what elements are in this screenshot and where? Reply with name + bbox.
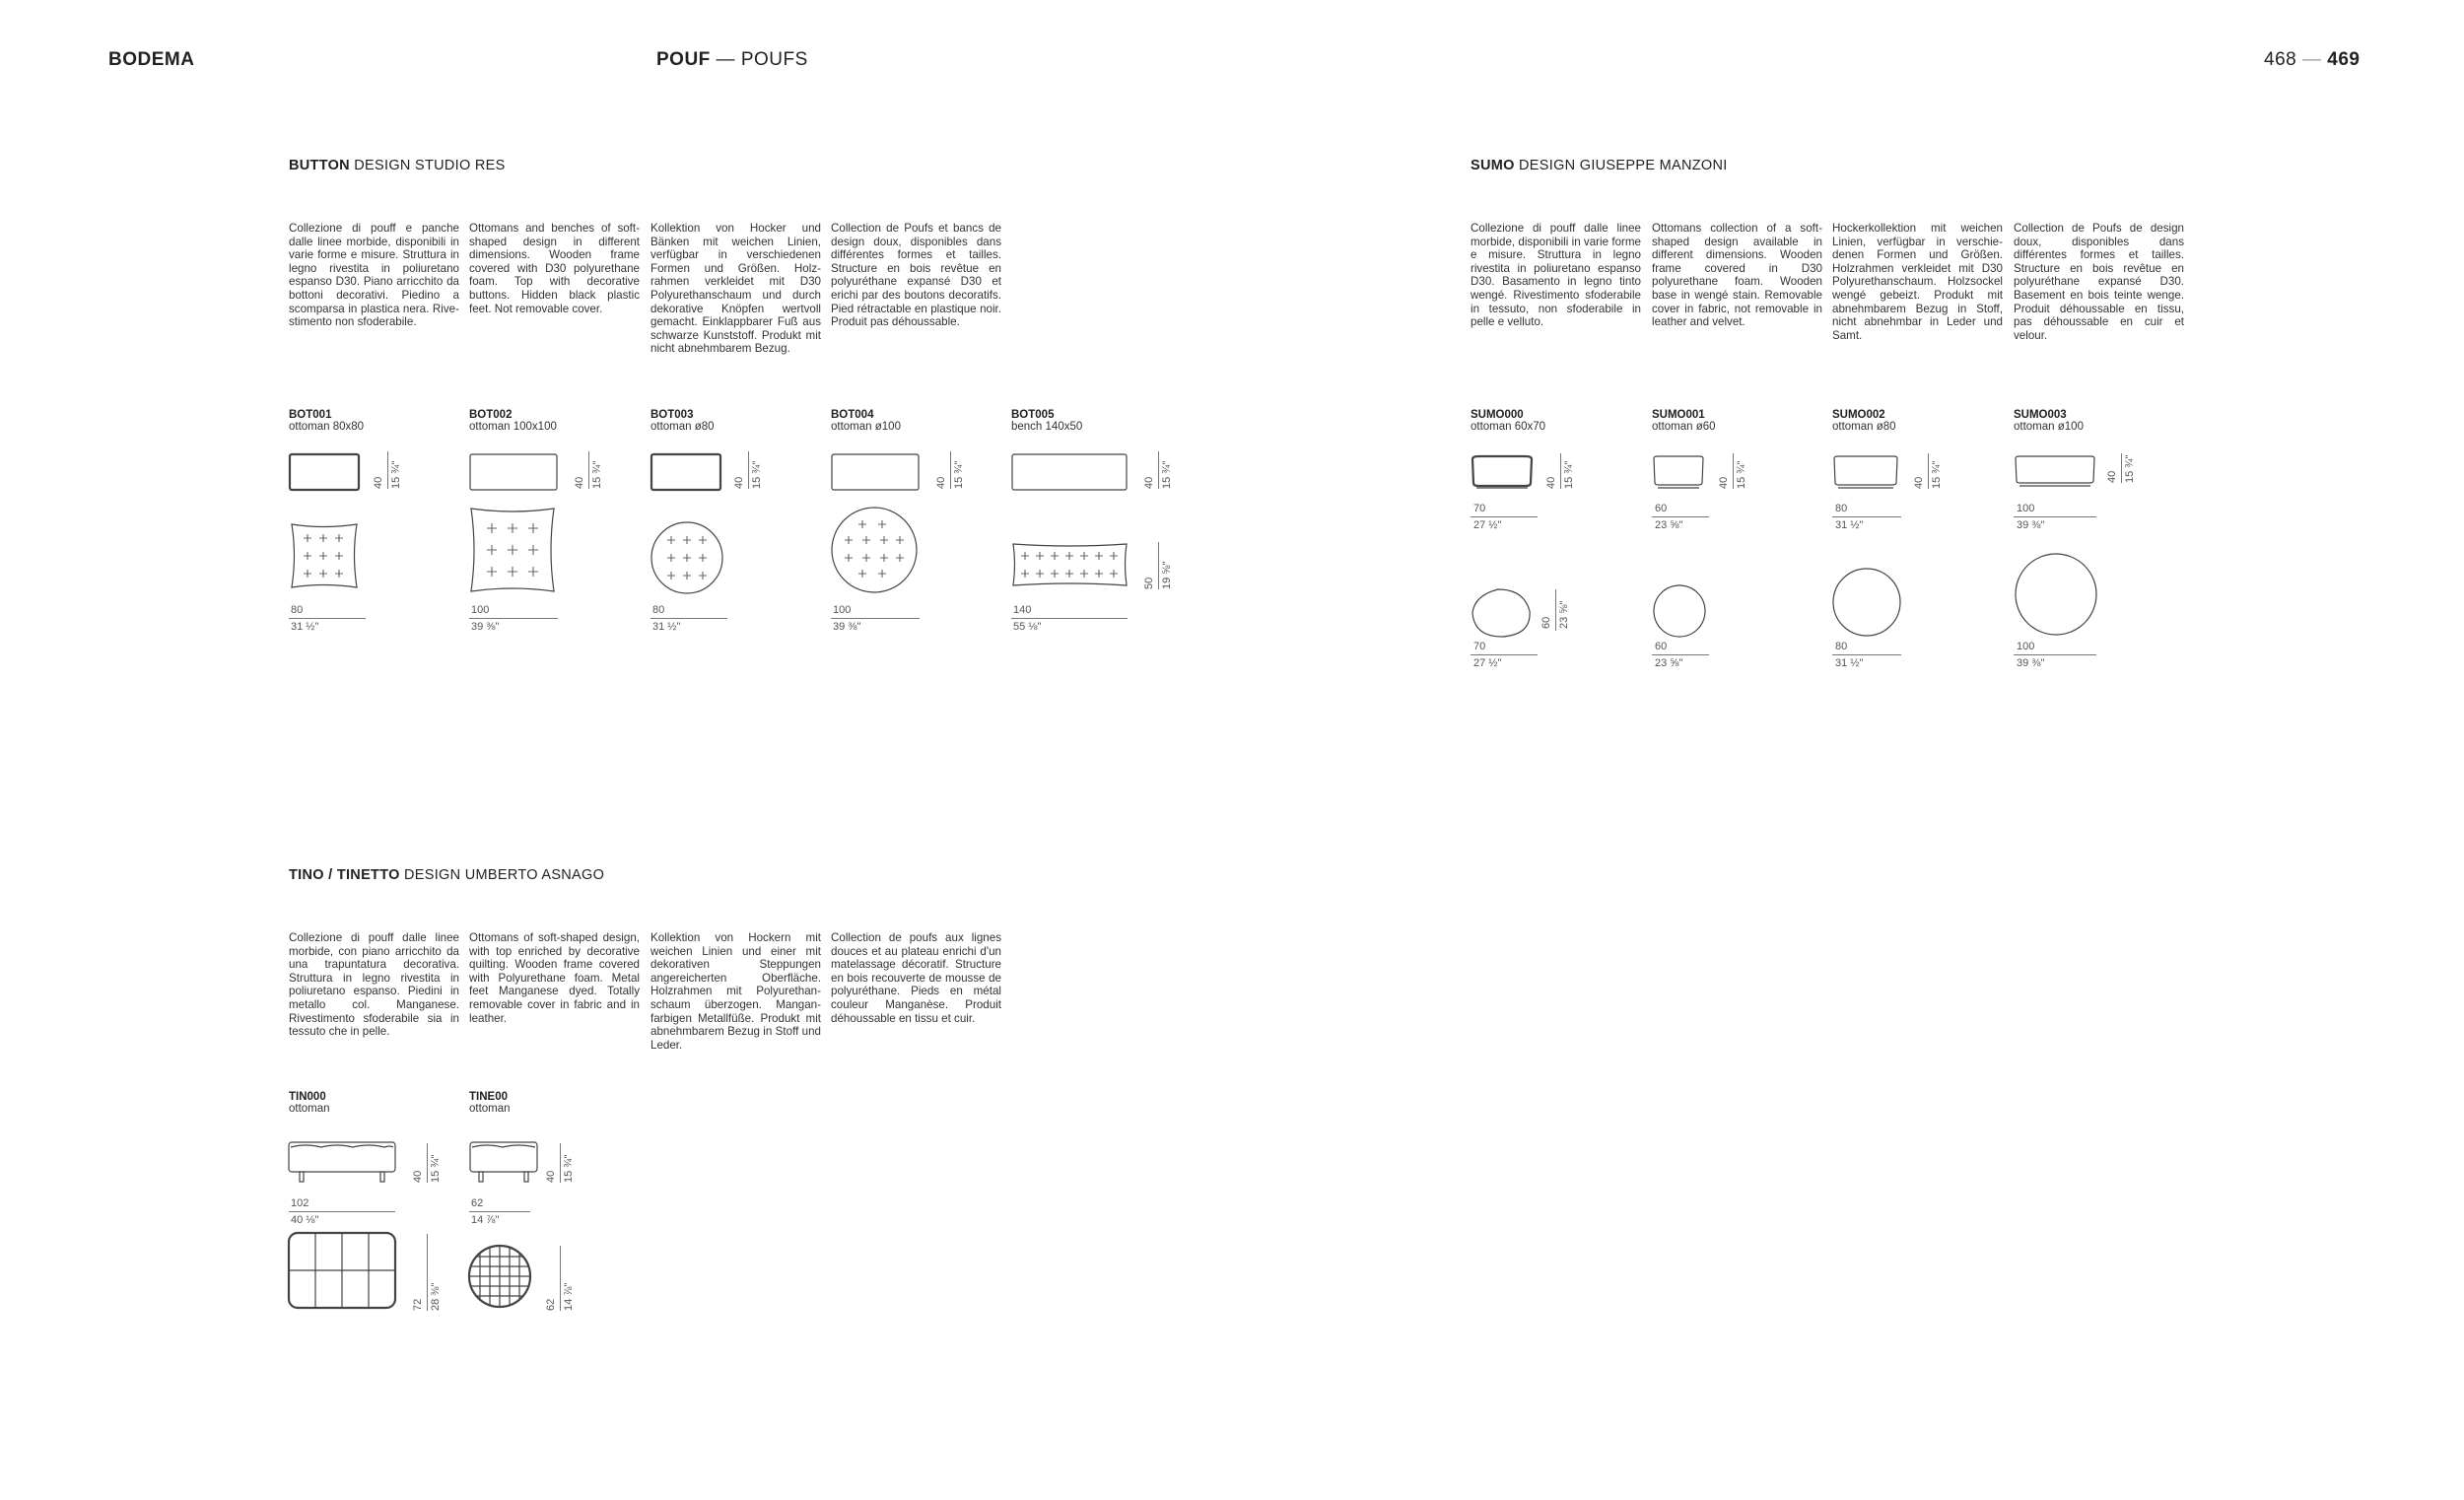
width-in: 55 ⅛" [1013, 621, 1042, 633]
product-code: SUMO000 [1471, 409, 1524, 421]
quilting-pattern [290, 1234, 394, 1307]
product-code: BOT004 [831, 409, 874, 421]
dim-line [469, 618, 558, 619]
page-numbers: 468 — 469 [2264, 49, 2361, 70]
product-name: ottoman 80x80 [289, 421, 365, 433]
height-cm: 40 [373, 476, 384, 489]
width-in: 31 ½" [1835, 519, 1864, 531]
dim-line [1652, 516, 1709, 517]
height-in: 15 ¾" [591, 460, 603, 489]
height-in: 15 ¾" [1161, 460, 1173, 489]
sumo003-top-drawing [2012, 550, 2100, 639]
bot004-side-drawing [829, 451, 923, 496]
width-in: 31 ½" [1835, 657, 1864, 669]
depth-cm: 60 [1540, 616, 1552, 629]
bot001-top-drawing [286, 520, 365, 594]
dim-line [560, 1246, 561, 1311]
product-code: BOT005 [1011, 409, 1055, 421]
dim-line [387, 451, 388, 489]
product-bot004 [831, 409, 901, 433]
height-in: 15 ¾" [1563, 460, 1575, 489]
width-in: 23 ⅝" [1655, 519, 1683, 531]
depth-in: 28 ⅜" [430, 1282, 442, 1311]
width-in: 27 ½" [1473, 657, 1502, 669]
button-pattern [845, 520, 904, 578]
bot001-side-drawing [286, 451, 365, 496]
height-cm: 40 [412, 1170, 424, 1183]
height-cm: 40 [1718, 476, 1730, 489]
dim-line [1733, 453, 1734, 489]
dim-line [1471, 654, 1538, 655]
desc-it: Collezione di pouff e panche dalle linee morbide, disponibili in varie forme e misure. Struttura in legno rivestita in poliuretano espanso D30. Piano arricchito da bottoni decorativi. Piedino a scomparsa in plastica nera. Rivestimento non sfoderabile. [289, 222, 459, 329]
tin000-side-drawing [286, 1138, 399, 1188]
sumo000-side-drawing [1469, 453, 1538, 493]
bot003-top-drawing [648, 518, 726, 597]
dim-line [650, 618, 727, 619]
tin000-top-drawing [286, 1230, 399, 1314]
section-title-sumo: SUMO DESIGN GIUSEPPE MANZONI [1471, 158, 1728, 173]
width-cm: 102 [291, 1197, 309, 1209]
desc-fr: Collection de Poufs de design doux, disponibles dans différentes formes et tailles. Structure en bois revêtue en polyuréthane expansé D30. Basement en bois teinte wenge. Produit déhoussable en tissu, pas déhoussable en cuir et velour. [2014, 222, 2184, 342]
product-sumo001 [1652, 409, 1716, 433]
bot005-side-drawing [1009, 451, 1132, 496]
width-cm: 140 [1013, 604, 1032, 616]
tine00-top-drawing [467, 1244, 536, 1313]
depth-cm: 62 [545, 1298, 557, 1311]
width-in: 39 ⅜" [2017, 519, 2045, 531]
width-cm: 100 [833, 604, 852, 616]
width-cm: 100 [2017, 503, 2035, 514]
width-cm: 70 [1473, 641, 1486, 652]
dim-line [1158, 451, 1159, 489]
product-name: ottoman ø100 [2014, 421, 2084, 433]
width-in: 39 ⅜" [471, 621, 500, 633]
width-cm: 80 [1835, 641, 1848, 652]
dim-line [1832, 654, 1901, 655]
product-code: BOT002 [469, 409, 513, 421]
product-name: ottoman ø80 [1832, 421, 1896, 433]
desc-de: Kollektion von Hockern mit weichen Linien und einer mit dekorativen Steppungen angereicherten Oberfläche. Holzrahmen mit Polyurethanschaum überzogen. Manganfarbigen Metallfüße. Produkt mit abnehmbarem Bezug in Stoff und Leder. [650, 931, 821, 1052]
product-name: ottoman ø100 [831, 421, 901, 433]
height-cm: 40 [574, 476, 585, 489]
height-in: 15 ¾" [1931, 460, 1943, 489]
section-title-button: BUTTON DESIGN STUDIO RES [289, 158, 506, 173]
sumo003-side-drawing [2012, 453, 2100, 493]
width-in: 27 ½" [1473, 519, 1502, 531]
width-cm: 70 [1473, 503, 1486, 514]
depth-cm: 72 [412, 1298, 424, 1311]
sumo001-top-drawing [1650, 583, 1709, 643]
product-bot005 [1011, 409, 1082, 433]
product-code: SUMO003 [2014, 409, 2067, 421]
desc-en: Ottomans and benches of soft-shaped design in different dimensions. Wooden frame covered with D30 polyurethane foam. Top with decorative buttons. Hidden black plastic feet. Not removable cover. [469, 222, 640, 315]
dim-line [1471, 516, 1538, 517]
dim-line [1560, 453, 1561, 489]
width-cm: 60 [1655, 503, 1668, 514]
desc-en: Ottomans collection of a soft-shaped design available in different dimensions. Wooden frame covered in D30 polyurethane foam. Wooden base in wengé stain. Removable cover in fabric, not removable in leather and velvet. [1652, 222, 1822, 329]
product-bot002 [469, 409, 557, 433]
width-in: 31 ½" [652, 621, 681, 633]
width-in: 39 ⅜" [833, 621, 861, 633]
dim-line [748, 451, 749, 489]
desc-de: Kollektion von Hocker und Bänken mit weichen Linien, verfügbar in verschiedenen Formen und Größen. Holzrahmen verkleidet mit D30 Polyurethanschaum und durch dekorative Knöpfen wertvoll gemacht. Einklappbarer Fuß aus schwarze Kunststoff. Produkt mit nicht abnehmbarem Bezug. [650, 222, 821, 356]
sumo002-top-drawing [1830, 566, 1904, 640]
product-code: BOT003 [650, 409, 694, 421]
depth-cm: 50 [1143, 577, 1155, 589]
product-bot003 [650, 409, 715, 433]
dim-line [2121, 453, 2122, 483]
sumo001-side-drawing [1650, 453, 1709, 493]
dim-line [1011, 618, 1128, 619]
height-in: 15 ¾" [430, 1154, 442, 1183]
product-name: bench 140x50 [1011, 421, 1083, 433]
product-name: ottoman 60x70 [1471, 421, 1546, 433]
width-cm: 80 [652, 604, 665, 616]
width-cm: 80 [1835, 503, 1848, 514]
dim-line [289, 1211, 395, 1212]
product-code: SUMO001 [1652, 409, 1705, 421]
height-cm: 40 [545, 1170, 557, 1183]
dim-line [1928, 453, 1929, 489]
dim-line [289, 618, 366, 619]
height-in: 15 ¾" [953, 460, 965, 489]
height-cm: 40 [1913, 476, 1925, 489]
width-cm: 62 [471, 1197, 484, 1209]
product-name: ottoman [289, 1103, 330, 1115]
bot002-side-drawing [467, 451, 561, 496]
desc-de: Hockerkollektion mit weichen Linien, verfügbar in verschiedenen Formen und Größen. Holzrahmen verkleidet mit D30 Polyurethanschaum. Holzsockel wengé gebeizt. Produkt mit abnehmbarem Bezug in Stoff, nicht abnehmbar in Leder und Samt. [1832, 222, 2003, 342]
sumo002-side-drawing [1830, 453, 1904, 493]
dim-line [588, 451, 589, 489]
desc-en: Ottomans of soft-shaped design, with top enriched by decorative quilting. Wooden frame covered with Polyurethane foam. Metal feet Manganese dyed. Totally removable cover in fabric and in leather. [469, 931, 640, 1025]
brand-logo: BODEMA [108, 49, 195, 70]
button-pattern [667, 536, 707, 580]
depth-in: 23 ⅝" [1558, 600, 1570, 629]
height-cm: 40 [733, 476, 745, 489]
desc-it: Collezione di pouff dalle linee morbide, con piano arricchito da una trapuntatura decorativa. Struttura in legno rivestita in poliuretano espanso. Piedini in metallo col. Manganese. Rivestimento sfoderabile sia in tessuto che in pelle. [289, 931, 459, 1039]
width-cm: 60 [1655, 641, 1668, 652]
product-sumo003 [2014, 409, 2084, 433]
width-cm: 100 [2017, 641, 2035, 652]
button-pattern [1021, 552, 1118, 578]
product-name: ottoman ø60 [1652, 421, 1716, 433]
product-sumo000 [1471, 409, 1545, 433]
width-cm: 80 [291, 604, 304, 616]
product-code: TIN000 [289, 1091, 326, 1103]
desc-fr: Collection de Poufs et bancs de design doux, disponibles dans différentes formes et tailles. Structure en bois revêtue en polyuréthane expansé D30 et erichi par des boutons decoratifs. Pied rétractable en plastique noir. Produit pas déhoussable. [831, 222, 1001, 329]
height-in: 15 ¾" [751, 460, 763, 489]
dim-line [427, 1143, 428, 1183]
dim-line [1555, 589, 1556, 631]
width-in: 23 ⅝" [1655, 657, 1683, 669]
height-in: 15 ¾" [1736, 460, 1747, 489]
height-in: 15 ¾" [563, 1154, 575, 1183]
product-code: TINE00 [469, 1091, 508, 1103]
depth-in: 14 ⅞" [563, 1282, 575, 1311]
height-cm: 40 [2106, 470, 2118, 483]
quilting-pattern [467, 1244, 532, 1309]
width-cm: 100 [471, 604, 490, 616]
product-name: ottoman ø80 [650, 421, 715, 433]
height-cm: 40 [1545, 476, 1557, 489]
dim-line [469, 1211, 530, 1212]
dim-line [1652, 654, 1709, 655]
product-code: BOT001 [289, 409, 332, 421]
tine00-side-drawing [467, 1138, 541, 1188]
depth-in: 19 ⅝" [1161, 561, 1173, 589]
bot004-top-drawing [829, 505, 923, 598]
desc-it: Collezione di pouff dalle linee morbide, disponibili in varie forme e misure. Struttura in legno rivestita in poliuretano espanso D30. Basamento in legno tinto wengé. Rivestimento sfoderabile in tessuto, non sfoderabile in pelle e velluto. [1471, 222, 1641, 329]
product-name: ottoman 100x100 [469, 421, 557, 433]
desc-fr: Collection de poufs aux lignes douces et au plateau enrichi d'un matelassage décoratif. Structure en bois recouverte de mousse de polyuréthane. Pieds en métal couleur Manganèse. Produit déhoussable en tissu et cuir. [831, 931, 1001, 1025]
product-bot001 [289, 409, 364, 433]
dim-line [2014, 516, 2096, 517]
height-in: 15 ¾" [390, 460, 402, 489]
product-tine00 [469, 1091, 511, 1115]
width-in: 39 ⅜" [2017, 657, 2045, 669]
section-title-tino: TINO / TINETTO DESIGN UMBERTO ASNAGO [289, 867, 605, 883]
width-in: 40 ⅛" [291, 1214, 319, 1226]
product-name: ottoman [469, 1103, 511, 1115]
button-pattern [304, 534, 343, 578]
dim-line [2014, 654, 2096, 655]
width-in: 31 ½" [291, 621, 319, 633]
dim-line [831, 618, 920, 619]
bot003-side-drawing [648, 451, 726, 496]
product-code: SUMO002 [1832, 409, 1885, 421]
dim-line [1158, 542, 1159, 589]
product-tin000 [289, 1091, 330, 1115]
height-cm: 40 [1143, 476, 1155, 489]
sumo000-top-drawing [1469, 585, 1538, 645]
dim-line [560, 1143, 561, 1183]
dim-line [427, 1234, 428, 1311]
height-cm: 40 [935, 476, 947, 489]
page-category: POUF — POUFS [656, 49, 808, 70]
height-in: 15 ¾" [2124, 454, 2136, 483]
dim-line [950, 451, 951, 489]
button-pattern [487, 523, 538, 577]
width-in: 14 ⅞" [471, 1214, 500, 1226]
bot002-top-drawing [467, 505, 561, 598]
dim-line [1832, 516, 1901, 517]
product-sumo002 [1832, 409, 1896, 433]
bot005-top-drawing [1009, 540, 1132, 591]
